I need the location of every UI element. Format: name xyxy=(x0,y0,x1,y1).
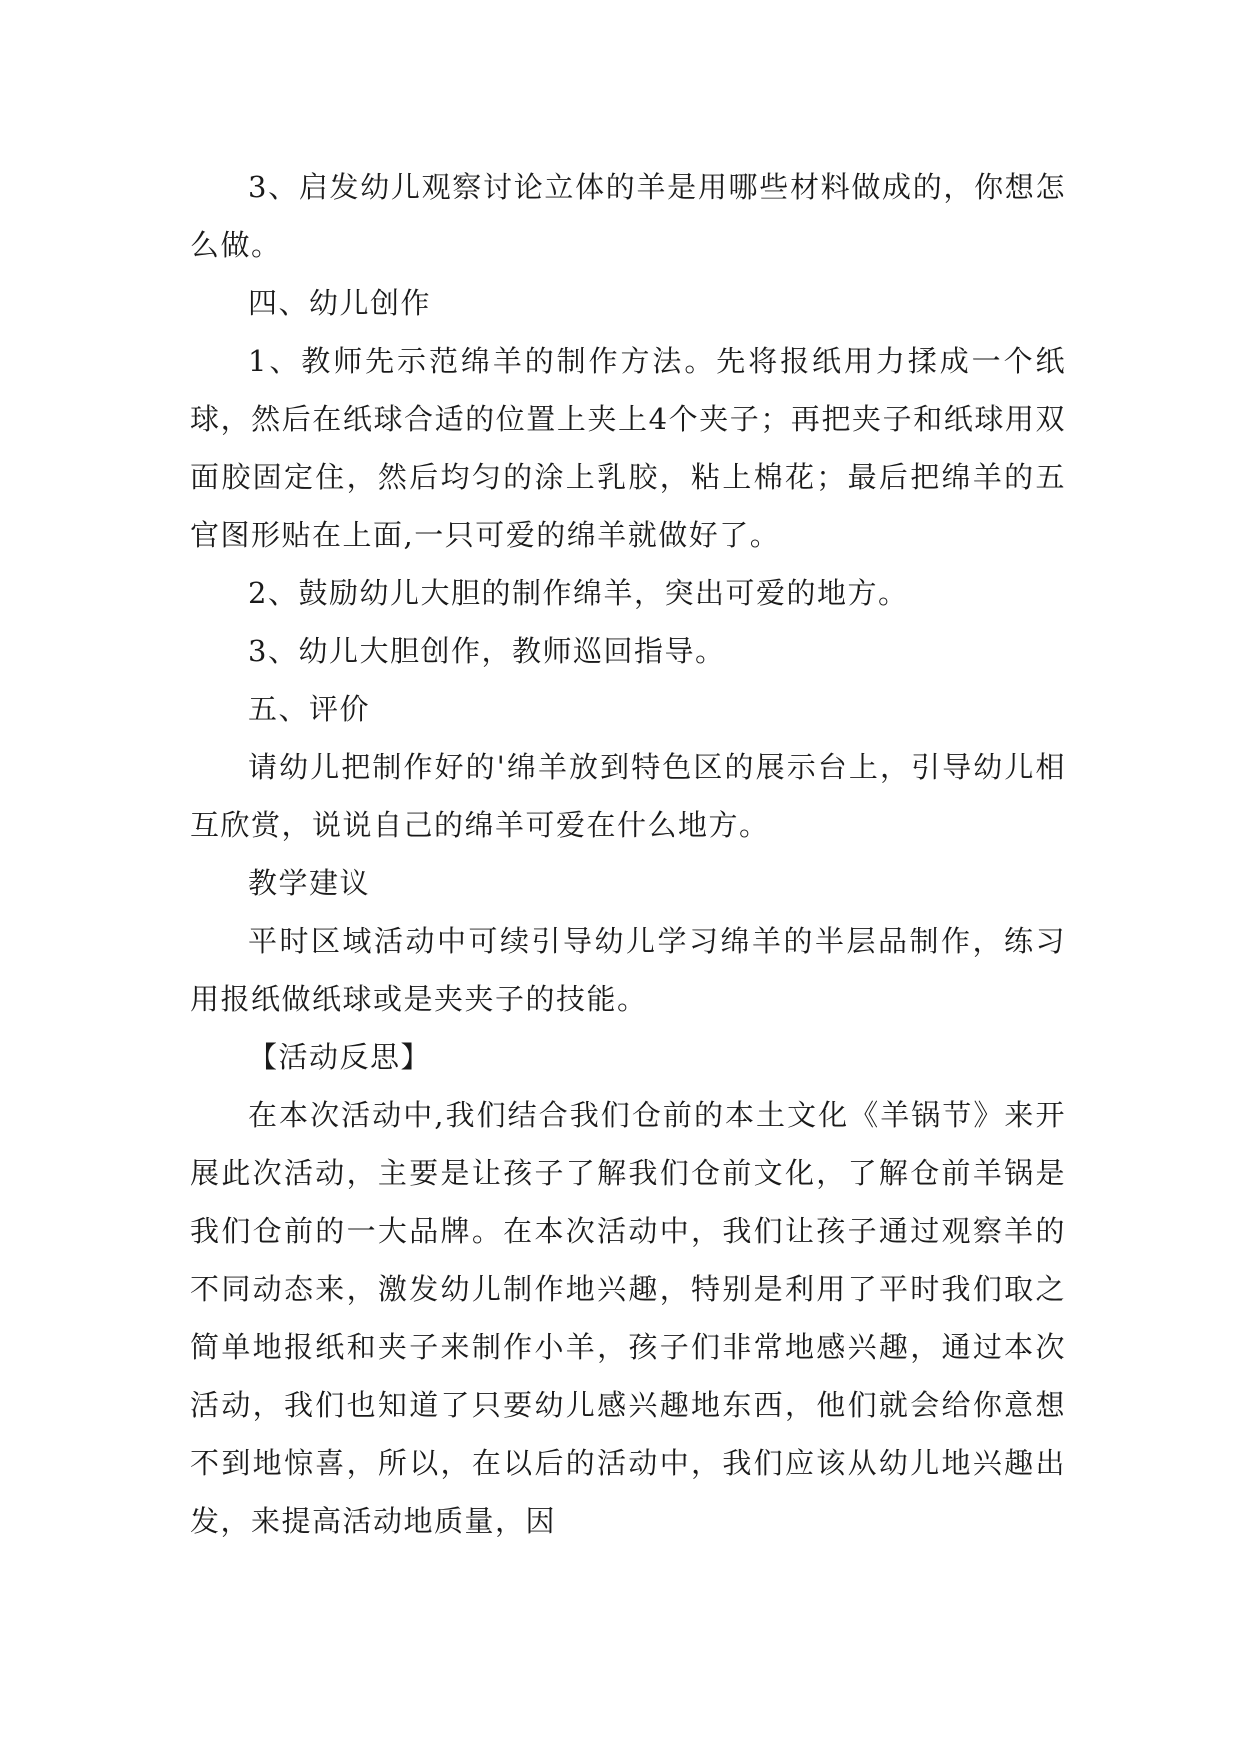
document-page xyxy=(190,158,1066,1550)
paragraph-teaching-suggestion: 平时区域活动中可续引导幼儿学习绵羊的半层品制作，练习用报纸做纸球或是夹夹子的技能。 xyxy=(190,924,1066,1016)
heading-section-5: 五、评价 xyxy=(248,692,371,726)
paragraph-step-3-observe: 3、启发幼儿观察讨论立体的羊是用哪些材料做成的，你想怎么做。 xyxy=(190,170,1066,262)
paragraph-step-3-create: 3、幼儿大胆创作，教师巡回指导。 xyxy=(248,634,726,668)
paragraph-evaluation: 请幼儿把制作好的'绵羊放到特色区的展示台上，引导幼儿相互欣赏，说说自己的绵羊可爱在什么地方。 xyxy=(190,750,1066,842)
heading-activity-reflection: 【活动反思】 xyxy=(248,1040,432,1074)
heading-teaching-suggestion: 教学建议 xyxy=(248,866,371,900)
paragraph-step-2-encourage: 2、鼓励幼儿大胆的制作绵羊，突出可爱的地方。 xyxy=(248,576,909,610)
paragraph-step-1-demo: 1、教师先示范绵羊的制作方法。先将报纸用力揉成一个纸球，然后在纸球合适的位置上夹上4个夹子；再把夹子和纸球用双面胶固定住，然后均匀的涂上乳胶，粘上棉花；最后把绵羊的五官图形贴在上面,一只可爱的绵羊就做好了。 xyxy=(190,344,1066,552)
heading-section-4: 四、幼儿创作 xyxy=(248,286,432,320)
paragraph-activity-reflection: 在本次活动中,我们结合我们仓前的本土文化《羊锅节》来开展此次活动，主要是让孩子了解我们仓前文化，了解仓前羊锅是我们仓前的一大品牌。在本次活动中，我们让孩子通过观察羊的不同动态来，激发幼儿制作地兴趣，特别是利用了平时我们取之简单地报纸和夹子来制作小羊，孩子们非常地感兴趣，通过本次活动，我们也知道了只要幼儿感兴趣地东西，他们就会给你意想不到地惊喜，所以，在以后的活动中，我们应该从幼儿地兴趣出发，来提高活动地质量，因 xyxy=(190,1098,1066,1538)
